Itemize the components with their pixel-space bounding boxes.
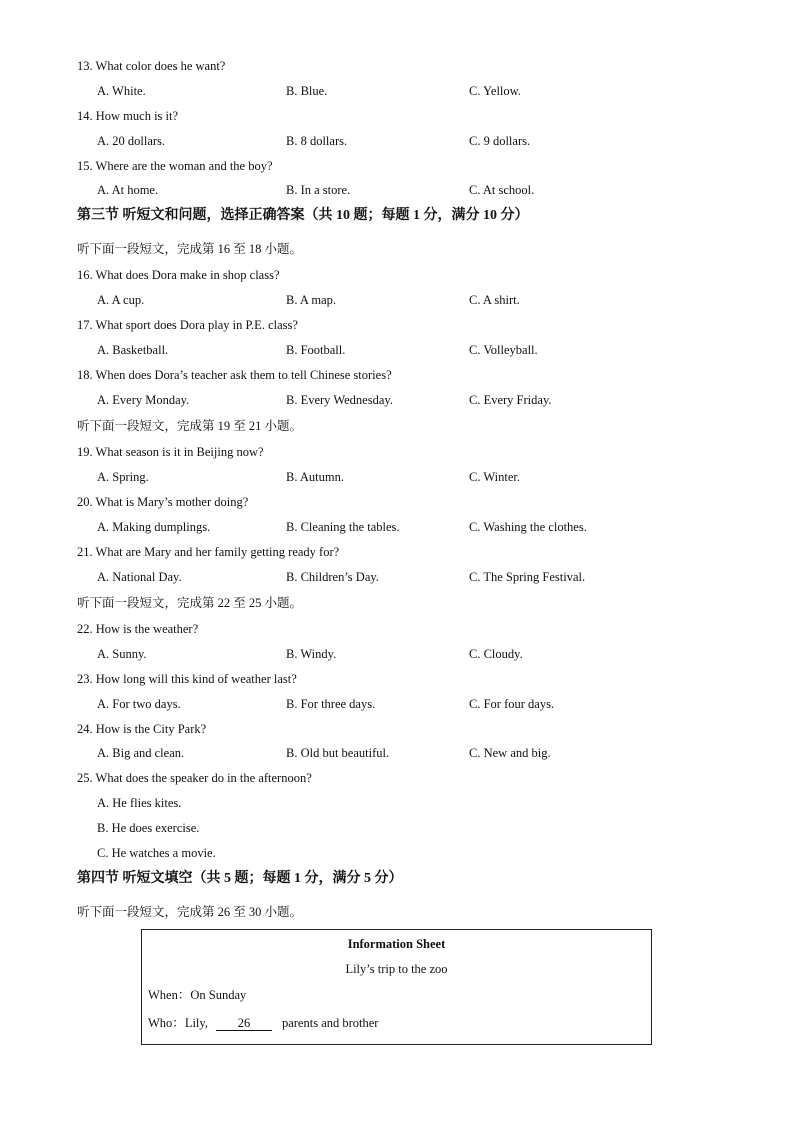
section-4-instruction: 听下面一段短文，完成第 26 至 30 小题。 [77, 905, 303, 919]
option-13-a: A. White. [97, 84, 146, 98]
section-3-title: 第三节 听短文和问题，选择正确答案（共 10 题；每题 1 分，满分 10 分） [77, 208, 529, 223]
option-23-c: C. For four days. [469, 697, 555, 711]
question-14: 14. How much is it? [77, 109, 179, 123]
information-sheet-subtitle: Lily’s trip to the zoo [345, 962, 448, 976]
option-20-b: B. Cleaning the tables. [286, 520, 400, 534]
information-sheet-title: Information Sheet [347, 937, 446, 951]
question-17: 17. What sport does Dora play in P.E. class? [77, 318, 298, 332]
question-19: 19. What season is it in Beijing now? [77, 445, 264, 459]
option-22-c: C. Cloudy. [469, 647, 523, 661]
option-25-b: B. He does exercise. [97, 821, 200, 835]
option-14-a: A. 20 dollars. [97, 134, 166, 148]
option-22-b: B. Windy. [286, 647, 337, 661]
when-row [148, 987, 246, 1003]
who-suffix: parents and brother [281, 1016, 379, 1030]
option-21-c: C. The Spring Festival. [469, 570, 586, 584]
section-3-instruction-3: 听下面一段短文，完成第 22 至 25 小题。 [77, 596, 303, 610]
information-sheet-box [141, 929, 652, 1045]
question-16: 16. What does Dora make in shop class? [77, 268, 280, 282]
when-value: On Sunday [190, 988, 247, 1002]
option-17-a: A. Basketball. [97, 343, 169, 357]
who-label: Who： [148, 1016, 185, 1030]
when-label: When： [148, 988, 191, 1002]
option-13-b: B. Blue. [286, 84, 328, 98]
option-14-b: B. 8 dollars. [286, 134, 348, 148]
option-21-b: B. Children’s Day. [286, 570, 379, 584]
option-20-c: C. Washing the clothes. [469, 520, 587, 534]
option-15-a: A. At home. [97, 183, 159, 197]
section-3-instruction-1: 听下面一段短文，完成第 16 至 18 小题。 [77, 242, 303, 256]
option-18-c: C. Every Friday. [469, 393, 552, 407]
who-row [148, 1015, 378, 1031]
option-22-a: A. Sunny. [97, 647, 147, 661]
question-20: 20. What is Mary’s mother doing? [77, 495, 249, 509]
question-23: 23. How long will this kind of weather last? [77, 672, 297, 686]
question-21: 21. What are Mary and her family getting ready for? [77, 545, 340, 559]
option-23-b: B. For three days. [286, 697, 376, 711]
option-24-b: B. Old but beautiful. [286, 746, 390, 760]
option-20-a: A. Making dumplings. [97, 520, 211, 534]
option-25-a: A. He flies kites. [97, 796, 182, 810]
option-14-c: C. 9 dollars. [469, 134, 531, 148]
section-3-instruction-2: 听下面一段短文，完成第 19 至 21 小题。 [77, 419, 303, 433]
option-16-b: B. A map. [286, 293, 337, 307]
option-19-a: A. Spring. [97, 470, 149, 484]
option-15-c: C. At school. [469, 183, 535, 197]
blank-26[interactable]: 26 [216, 1016, 272, 1031]
option-19-c: C. Winter. [469, 470, 521, 484]
option-13-c: C. Yellow. [469, 84, 521, 98]
option-24-c: C. New and big. [469, 746, 551, 760]
question-18: 18. When does Dora’s teacher ask them to tell Chinese stories? [77, 368, 392, 382]
option-21-a: A. National Day. [97, 570, 182, 584]
question-24: 24. How is the City Park? [77, 722, 207, 736]
option-18-b: B. Every Wednesday. [286, 393, 393, 407]
option-15-b: B. In a store. [286, 183, 351, 197]
option-17-c: C. Volleyball. [469, 343, 538, 357]
who-prefix: Lily, [184, 1016, 208, 1030]
question-13: 13. What color does he want? [77, 59, 226, 73]
question-25: 25. What does the speaker do in the afternoon? [77, 771, 312, 785]
option-16-a: A. A cup. [97, 293, 145, 307]
option-24-a: A. Big and clean. [97, 746, 185, 760]
question-15: 15. Where are the woman and the boy? [77, 159, 273, 173]
option-17-b: B. Football. [286, 343, 346, 357]
option-16-c: C. A shirt. [469, 293, 520, 307]
option-23-a: A. For two days. [97, 697, 181, 711]
option-25-c: C. He watches a movie. [97, 846, 216, 860]
question-22: 22. How is the weather? [77, 622, 199, 636]
section-4-title: 第四节 听短文填空（共 5 题；每题 1 分，满分 5 分） [77, 871, 403, 886]
option-19-b: B. Autumn. [286, 470, 344, 484]
option-18-a: A. Every Monday. [97, 393, 190, 407]
